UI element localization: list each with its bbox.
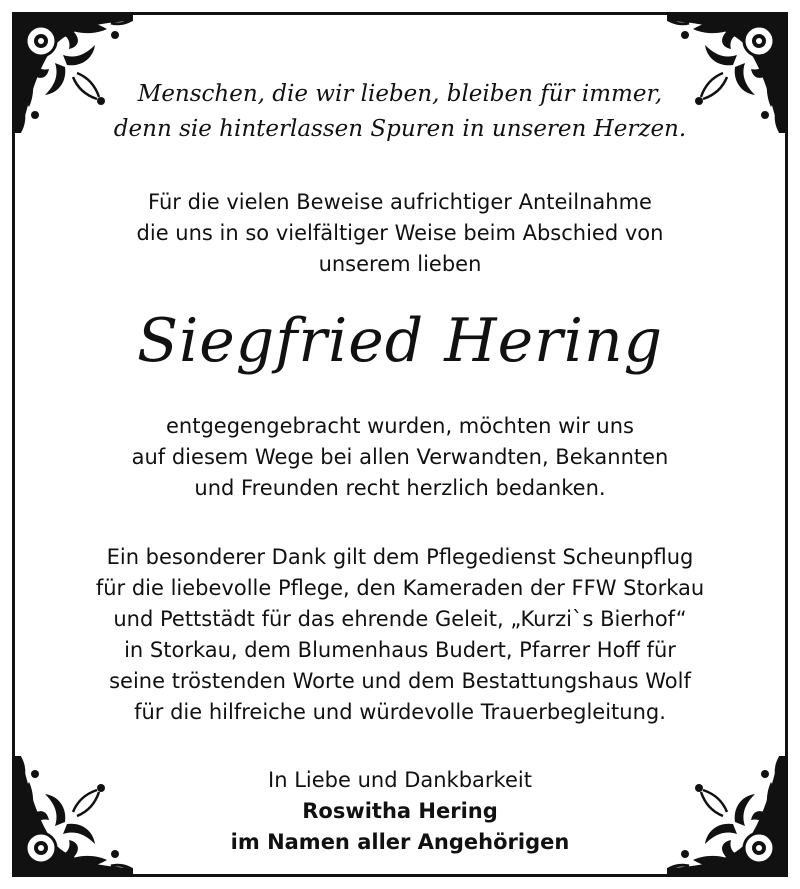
deceased-name: Siegfried Hering bbox=[136, 306, 664, 376]
special-thanks-line: für die liebevolle Pflege, den Kameraden der FFW Storkau bbox=[95, 576, 705, 600]
thanks-line: entgegengebracht wurden, möchten wir uns bbox=[166, 414, 634, 438]
card-content bbox=[55, 15, 745, 874]
thanks-line: auf diesem Wege bei allen Verwandten, Bekannten bbox=[131, 445, 669, 469]
special-thanks-line: seine tröstenden Worte und dem Bestattungshaus Wolf bbox=[109, 669, 691, 693]
closing-greeting: In Liebe und Dankbarkeit bbox=[268, 768, 532, 792]
intro-line: die uns in so vielfältiger Weise beim Abschied von bbox=[136, 221, 664, 245]
special-thanks-line: Ein besonderer Dank gilt dem Pflegedienst Scheunpflug bbox=[106, 545, 694, 569]
signer-name: Roswitha Hering bbox=[302, 799, 498, 823]
intro-line: unserem lieben bbox=[318, 252, 482, 276]
intro-line: Für die vielen Beweise aufrichtiger Anteilnahme bbox=[148, 190, 652, 214]
special-thanks-line: in Storkau, dem Blumenhaus Budert, Pfarrer Hoff für bbox=[124, 638, 676, 662]
motto-line: Menschen, die wir lieben, bleiben für immer, bbox=[137, 81, 663, 107]
thanks-paragraph bbox=[55, 411, 745, 504]
special-thanks-line: für die hilfreiche und würdevolle Trauerbegleitung. bbox=[134, 700, 666, 724]
mourning-card-frame bbox=[12, 12, 788, 877]
intro-paragraph bbox=[55, 187, 745, 280]
special-thanks-paragraph bbox=[55, 542, 745, 728]
motto-quote bbox=[55, 77, 745, 147]
thanks-line: und Freunden recht herzlich bedanken. bbox=[194, 476, 606, 500]
motto-line: denn sie hinterlassen Spuren in unseren Herzen. bbox=[113, 116, 687, 142]
closing-signature bbox=[55, 765, 745, 858]
special-thanks-line: und Pettstädt für das ehrende Geleit, „Kurzi`s Bierhof“ bbox=[113, 607, 687, 631]
signer-note: im Namen aller Angehörigen bbox=[230, 830, 570, 854]
